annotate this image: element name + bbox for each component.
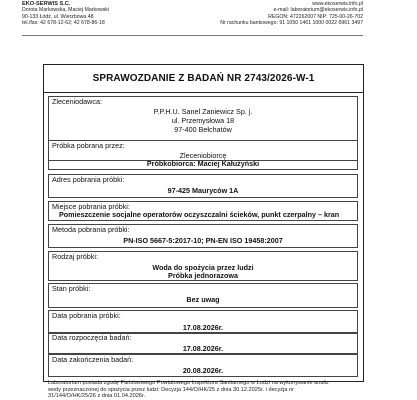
sample-type-line1: Woda do spożycia przez ludzi — [152, 263, 254, 272]
client-street: ul. Przemysłowa 18 — [171, 116, 235, 125]
sample-state-value: Bez uwag — [186, 295, 220, 304]
sample-type-label: Rodzaj próbki: — [52, 252, 98, 261]
sample-state-label: Stan próbki: — [52, 284, 91, 293]
sampled-by-who: Zleceniobiorcę — [179, 151, 227, 160]
sample-type-line2: Próbka jednorazowa — [168, 271, 238, 280]
company-address: 90-133 Łódź, ul. Wierzbowa 48 — [22, 13, 94, 20]
accreditation-note — [48, 380, 358, 400]
company-owners: Dorota Markowska, Maciej Markowski — [22, 7, 110, 14]
method-label: Metoda pobrania próbki: — [52, 225, 130, 234]
sampler-name: Próbkobiorca: Maciej Kałużyński — [146, 159, 260, 168]
title-divider — [43, 92, 364, 93]
date-start-label: Data rozpoczęcia badań: — [52, 333, 132, 342]
sampled-by-box — [48, 140, 358, 170]
sample-state-box — [48, 283, 358, 308]
company-bank-account: Nr rachunku bankowego: 91 1050 1461 1000 0022 6961 3497 — [220, 19, 363, 26]
accreditation-line-2: wody przeznaczonej do spożycia przez ludzi: Decyzja 144/O/HK/25 z dnia 30.12.2025r. i decyzja nr — [48, 386, 294, 393]
company-email: e-mail: laboratorium@ekoserwis.info.pl — [273, 7, 363, 14]
date-taken-value: 17.08.2026r. — [182, 323, 224, 332]
company-phones: tel./fax: 42 678-12-62; 42 678-86-18 — [22, 19, 105, 26]
sample-type-box — [48, 251, 358, 281]
address-label: Adres pobrania próbki: — [52, 175, 125, 184]
client-city: 97-400 Bełchatów — [174, 125, 232, 134]
date-start-value: 17.08.2026r. — [182, 344, 224, 353]
method-value: PN-ISO 5667-5:2017-10; PN-EN ISO 19458:2007 — [123, 236, 283, 245]
client-label: Zleceniodawca: — [52, 97, 102, 106]
letterhead-right — [220, 1, 363, 26]
address-value: 97-425 Mauryców 1A — [167, 186, 239, 195]
date-taken-box — [48, 310, 358, 334]
accreditation-line-1: Laboratorium posiada zgodę Państwowego Powiatowego Inspektora Sanitarnego w Łodzi na wykonywanie analiz — [48, 380, 329, 386]
sampled-by-label: Próbka pobrana przez: — [52, 141, 125, 150]
report-title: SPRAWOZDANIE Z BADAŃ NR 2743/2026-W-1 — [92, 73, 315, 84]
date-end-value: 20.08.2026r. — [182, 366, 224, 375]
place-box — [48, 201, 358, 221]
place-label: Miejsce pobrania próbki: — [52, 202, 130, 211]
company-name: EKO-SERWIS S.C. — [22, 1, 71, 7]
client-name: P.P.H.U. Sanel Zaniewicz Sp. j. — [153, 107, 253, 116]
letterhead-left — [22, 1, 109, 26]
date-end-label: Data zakończenia badań: — [52, 355, 134, 364]
place-value: Pomieszczenie socjalne operatorów oczyszczalni ścieków, punkt czerpalny – kran — [59, 210, 340, 219]
accreditation-line-3: 31/144/O/HK/25/26 z dnia 01.04.2026r. — [48, 393, 146, 400]
letterhead-divider — [22, 35, 363, 36]
method-box — [48, 224, 358, 248]
date-taken-label: Data pobrania próbki: — [52, 311, 121, 320]
date-end-box — [48, 354, 358, 377]
company-website: www.ekoserwis.info.pl — [312, 1, 363, 7]
company-regon-nip: REGON: 472262007 NIP: 725-00-26-702 — [268, 13, 363, 20]
address-box — [48, 174, 358, 198]
date-start-box — [48, 332, 358, 354]
